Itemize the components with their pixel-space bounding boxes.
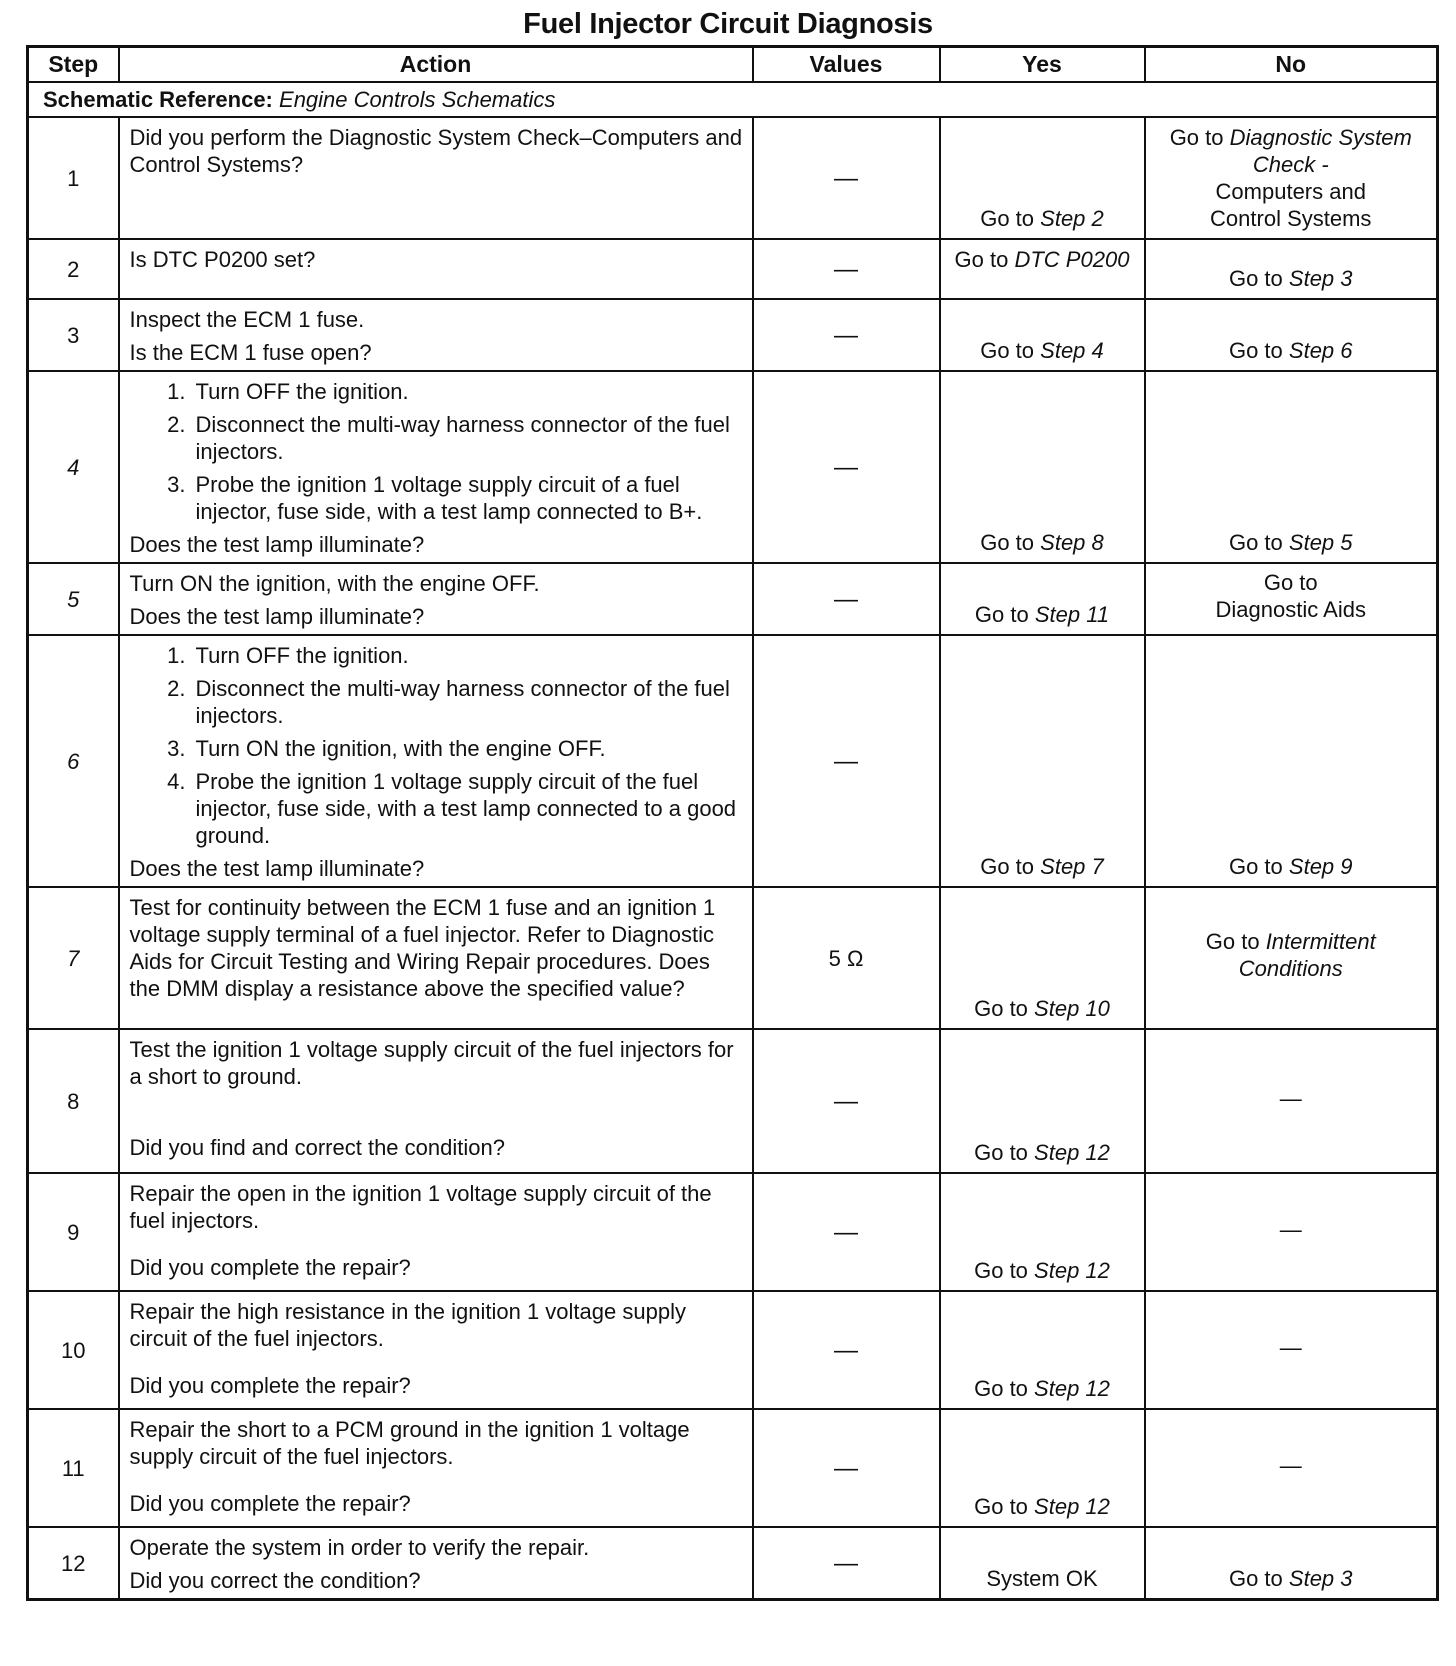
action-cell [119, 1291, 753, 1409]
action-steps-list [130, 642, 744, 849]
list-item: 3. Probe the ignition 1 voltage supply circuit of a fuel injector, fuse side, with a test lamp connected to B+. [167, 472, 703, 524]
action-cell [119, 1409, 753, 1527]
table-row [28, 563, 1438, 635]
action-cell [119, 239, 753, 299]
yes-cell [940, 1527, 1145, 1600]
table-row [28, 299, 1438, 371]
goto-label: Go to [1228, 530, 1283, 555]
yes-cell [940, 1173, 1145, 1291]
no-cell [1145, 239, 1438, 299]
yes-goto[interactable] [974, 1376, 1110, 1401]
goto-label: Go to [974, 1376, 1028, 1401]
action-cell [119, 299, 753, 371]
goto-label: Go to [1228, 854, 1283, 879]
step-number: 5 [28, 563, 119, 635]
yes-cell [940, 239, 1145, 299]
goto-link[interactable]: Step 12 [1034, 1376, 1110, 1401]
value-cell: — [753, 1173, 940, 1291]
goto-label: Go to [974, 602, 1029, 627]
header-values: Values [753, 47, 940, 83]
goto-link[interactable]: Step 6 [1288, 338, 1353, 363]
goto-label: Go to [1228, 1566, 1283, 1591]
goto-label: Go to [954, 247, 1009, 272]
schematic-row [28, 82, 1438, 117]
no-goto[interactable] [1150, 124, 1433, 178]
header-yes: Yes [940, 47, 1145, 83]
goto-link[interactable]: Step 5 [1288, 530, 1353, 555]
action-question: Does the test lamp illuminate? [129, 856, 425, 881]
yes-cell [940, 371, 1145, 563]
yes-goto[interactable] [974, 1494, 1110, 1519]
no-cell: — [1145, 1029, 1438, 1173]
action-question: Did you find and correct the condition? [129, 1135, 505, 1160]
goto-link[interactable]: DTC P0200 [1014, 247, 1130, 272]
yes-goto[interactable] [955, 247, 1130, 272]
yes-goto[interactable] [980, 854, 1104, 879]
no-goto[interactable] [1229, 338, 1353, 363]
step-number: 3 [28, 299, 119, 371]
goto-label: Go to [1228, 266, 1283, 291]
yes-goto[interactable] [974, 1258, 1110, 1283]
no-goto[interactable] [1150, 928, 1433, 955]
goto-label: Go to [980, 530, 1035, 555]
goto-link[interactable]: Step 12 [1034, 1140, 1110, 1165]
yes-cell [940, 1291, 1145, 1409]
goto-label: Go to [1169, 125, 1224, 150]
action-text: Is DTC P0200 set? [129, 247, 316, 272]
no-cell [1145, 887, 1438, 1029]
no-cell: — [1145, 1291, 1438, 1409]
no-cell: — [1145, 1409, 1438, 1527]
schematic-reference [28, 82, 1438, 117]
header-row [28, 47, 1438, 83]
header-action: Action [119, 47, 753, 83]
yes-goto[interactable] [974, 1140, 1110, 1165]
table-row [28, 1291, 1438, 1409]
no-goto[interactable] [1229, 1566, 1353, 1591]
goto-link[interactable]: Conditions [1238, 956, 1343, 981]
goto-label: Go to [980, 854, 1035, 879]
no-cell [1145, 563, 1438, 635]
action-text: Test the ignition 1 voltage supply circuit of the fuel injectors for a short to ground. [129, 1037, 734, 1089]
action-text: Test for continuity between the ECM 1 fuse and an ignition 1 voltage supply terminal of a fuel injector. Refer to Diagnostic Aids for Circuit Testing and Wiring Repair procedures. Does the DMM display a resistance above the specified value? [129, 895, 716, 1001]
action-cell [119, 1173, 753, 1291]
action-question: Did you complete the repair? [129, 1491, 411, 1516]
goto-link[interactable]: Step 10 [1034, 996, 1110, 1021]
list-item: 1. Turn OFF the ignition. [167, 379, 409, 404]
action-text: Inspect the ECM 1 fuse. [129, 307, 365, 332]
no-goto-continued: Computers and Control Systems [1210, 179, 1372, 231]
table-row [28, 117, 1438, 239]
no-cell [1145, 371, 1438, 563]
action-question: Did you complete the repair? [129, 1255, 411, 1280]
table-row [28, 371, 1438, 563]
step-number: 8 [28, 1029, 119, 1173]
value-cell: — [753, 563, 940, 635]
goto-label: Go to [974, 1140, 1028, 1165]
goto-label: Go to [1205, 929, 1260, 954]
goto-link[interactable]: Step 4 [1040, 338, 1104, 363]
goto-link[interactable]: Step 12 [1034, 1494, 1110, 1519]
goto-link[interactable]: Step 8 [1040, 530, 1104, 555]
no-goto[interactable] [1229, 266, 1353, 291]
no-goto[interactable] [1229, 530, 1353, 555]
action-question: Is the ECM 1 fuse open? [129, 340, 372, 365]
yes-cell [940, 117, 1145, 239]
value-cell: — [753, 239, 940, 299]
table-row [28, 1409, 1438, 1527]
list-item: 2. Disconnect the multi-way harness connector of the fuel injectors. [167, 676, 730, 728]
table-row [28, 1029, 1438, 1173]
schematic-link[interactable]: Engine Controls Schematics [279, 87, 556, 112]
goto-link[interactable]: Step 11 [1034, 602, 1110, 627]
action-cell [119, 1527, 753, 1600]
no-goto-label: Go to [1263, 570, 1318, 595]
yes-goto[interactable] [980, 338, 1104, 363]
no-cell [1145, 1527, 1438, 1600]
step-number: 9 [28, 1173, 119, 1291]
list-item: 3. Turn ON the ignition, with the engine OFF. [167, 736, 606, 761]
step-number: 1 [28, 117, 119, 239]
action-text: Turn ON the ignition, with the engine OFF. [129, 571, 540, 596]
value-cell: — [753, 1029, 940, 1173]
step-number: 2 [28, 239, 119, 299]
yes-goto[interactable] [980, 530, 1104, 555]
action-question: Does the test lamp illuminate? [129, 532, 425, 557]
list-item: 4. Probe the ignition 1 voltage supply circuit of the fuel injector, fuse side, with a test lamp connected to a good ground. [167, 769, 737, 848]
action-cell [119, 1029, 753, 1173]
no-cell [1145, 635, 1438, 887]
step-number: 6 [28, 635, 119, 887]
no-goto[interactable] [1229, 854, 1353, 879]
no-goto-link[interactable]: Diagnostic Aids [1215, 597, 1366, 622]
table-row [28, 635, 1438, 887]
action-cell [119, 117, 753, 239]
yes-cell [940, 887, 1145, 1029]
system-ok-text: System OK [986, 1566, 1098, 1591]
goto-label: Go to [974, 1258, 1028, 1283]
header-no: No [1145, 47, 1438, 83]
goto-link[interactable]: Step 3 [1288, 266, 1353, 291]
value-cell: — [753, 1291, 940, 1409]
action-text: Repair the short to a PCM ground in the ignition 1 voltage supply circuit of the fuel injectors. [129, 1417, 690, 1469]
value-cell: — [753, 299, 940, 371]
yes-goto[interactable] [980, 206, 1104, 231]
list-item: 1. Turn OFF the ignition. [167, 643, 409, 668]
yes-cell [940, 635, 1145, 887]
goto-label: Go to [1228, 338, 1283, 363]
goto-link[interactable]: Step 9 [1288, 854, 1353, 879]
diagnosis-table [26, 45, 1439, 1601]
value-cell: — [753, 1409, 940, 1527]
action-question: Did you complete the repair? [129, 1373, 411, 1398]
table-row [28, 887, 1438, 1029]
action-text: Repair the open in the ignition 1 voltage supply circuit of the fuel injectors. [129, 1181, 712, 1233]
no-cell [1145, 117, 1438, 239]
goto-label: Go to [980, 338, 1035, 363]
action-text: Repair the high resistance in the ignition 1 voltage supply circuit of the fuel injectors. [129, 1299, 686, 1351]
yes-cell [940, 563, 1145, 635]
action-cell [119, 887, 753, 1029]
table-row [28, 1527, 1438, 1600]
schematic-label: Schematic Reference: [43, 87, 273, 112]
value-cell: — [753, 1527, 940, 1600]
goto-link[interactable]: Step 7 [1040, 854, 1104, 879]
step-number: 12 [28, 1527, 119, 1600]
goto-label: Go to [974, 1494, 1028, 1519]
action-text: Did you perform the Diagnostic System Check–Computers and Control Systems? [129, 125, 743, 177]
goto-link[interactable]: Step 2 [1040, 206, 1104, 231]
action-text: Operate the system in order to verify the repair. [129, 1535, 590, 1560]
step-number: 4 [28, 371, 119, 563]
action-question: Did you correct the condition? [129, 1568, 421, 1593]
action-cell [119, 635, 753, 887]
goto-link[interactable]: Step 12 [1034, 1258, 1110, 1283]
step-number: 11 [28, 1409, 119, 1527]
action-steps-list [130, 378, 744, 525]
action-cell [119, 371, 753, 563]
value-cell: — [753, 371, 940, 563]
header-step: Step [28, 47, 119, 83]
action-cell [119, 563, 753, 635]
value-cell: — [753, 635, 940, 887]
yes-cell [940, 299, 1145, 371]
value-cell: 5 Ω [753, 887, 940, 1029]
list-item: 2. Disconnect the multi-way harness connector of the fuel injectors. [167, 412, 730, 464]
no-cell [1145, 299, 1438, 371]
page-title: Fuel Injector Circuit Diagnosis [523, 8, 933, 40]
yes-cell [940, 1029, 1145, 1173]
step-number: 7 [28, 887, 119, 1029]
value-cell: — [753, 117, 940, 239]
action-question: Does the test lamp illuminate? [129, 604, 425, 629]
step-number: 10 [28, 1291, 119, 1409]
no-goto-continued[interactable] [1150, 955, 1433, 982]
goto-label: Go to [974, 996, 1028, 1021]
table-row [28, 1173, 1438, 1291]
yes-goto[interactable] [975, 602, 1109, 627]
goto-label: Go to [980, 206, 1035, 231]
goto-link[interactable]: Diagnostic System Check - [1229, 125, 1412, 177]
no-cell: — [1145, 1173, 1438, 1291]
goto-link[interactable]: Intermittent [1265, 929, 1376, 954]
table-row [28, 239, 1438, 299]
yes-cell [940, 1409, 1145, 1527]
yes-goto[interactable] [974, 996, 1110, 1021]
goto-link[interactable]: Step 3 [1288, 1566, 1353, 1591]
